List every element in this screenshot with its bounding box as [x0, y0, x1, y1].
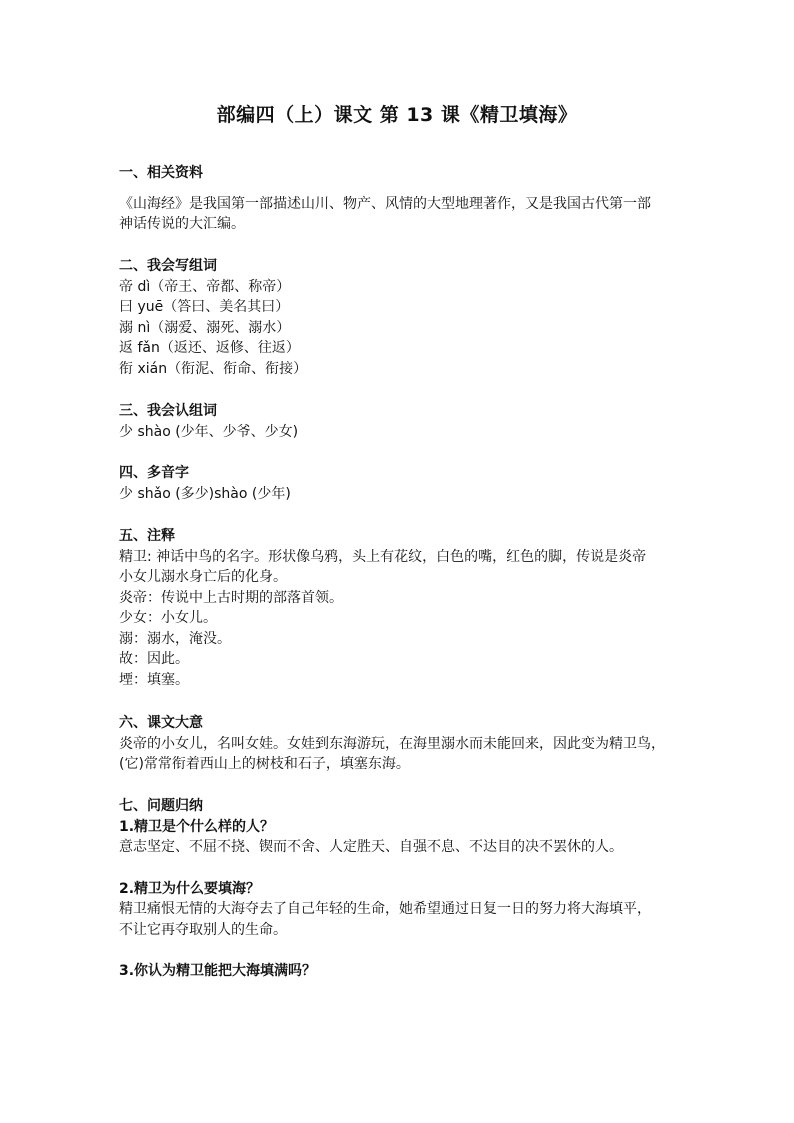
section-heading: 七、问题归纳: [119, 798, 203, 814]
text-line: 精卫: 神话中鸟的名字。形状像乌鸦，头上有花纹，白色的嘴，红色的脚，传说是炎帝: [119, 548, 647, 565]
answer-line: 意志坚定、不屈不挠、锲而不舍、人定胜天、自强不息、不达目的决不罢休的人。: [119, 839, 623, 855]
section-polyphones: [119, 463, 689, 504]
section-heading: 五、注释: [119, 528, 175, 544]
section-questions: [119, 796, 689, 982]
text-line: 帝 dì（帝王、帝都、称帝）: [119, 278, 291, 295]
section-heading: 二、我会写组词: [119, 258, 217, 274]
text-line: 少 shǎo (多少)shào (少年): [119, 485, 291, 502]
text-line: 衔 xián（衔泥、衔命、衔接）: [119, 360, 308, 377]
question: 2.精卫为什么要填海？: [119, 880, 261, 897]
text-line: (它)常常衔着西山上的树枝和石子，填塞东海。: [119, 756, 410, 772]
section-heading: 六、课文大意: [119, 715, 203, 731]
text-line: 溺：溺水，淹没。: [119, 630, 231, 647]
question: 1.精卫是个什么样的人？: [119, 818, 275, 835]
text-line: 返 fǎn（返还、返修、往返）: [119, 340, 300, 356]
text-line: 少女：小女儿。: [119, 610, 217, 626]
section-recognize-words: [119, 401, 689, 442]
answer-line: 不让它再夺取别人的生命。: [119, 921, 287, 938]
section-related-materials: [119, 163, 689, 235]
section-annotations: [119, 526, 689, 690]
section-summary: [119, 713, 689, 775]
section-heading: 四、多音字: [119, 465, 189, 481]
text-line: 堙：填塞。: [119, 671, 189, 688]
answer-line: 精卫痛恨无情的大海夺去了自己年轻的生命，她希望通过日复一日的努力将大海填平，: [119, 901, 651, 917]
text-line: 故：因此。: [119, 651, 189, 667]
text-line: 曰 yuē（答曰、美名其曰）: [119, 299, 290, 315]
section-heading: 三、我会认组词: [119, 403, 217, 419]
text-line: 溺 nì（溺爱、溺死、溺水）: [119, 319, 291, 336]
text-line: 少 shào (少年、少爷、少女): [119, 423, 299, 440]
text-line: 炎帝：传说中上古时期的部落首领。: [119, 589, 343, 606]
text-line: 小女儿溺水身亡后的化身。: [119, 569, 287, 585]
section-heading: 一、相关资料: [119, 165, 203, 181]
section-write-words: [119, 256, 689, 379]
question: 3.你认为精卫能把大海填满吗？: [119, 963, 317, 979]
text-line: 神话传说的大汇编。: [119, 216, 245, 232]
page-title: 部编四（上）课文 第 13 课《精卫填海》: [216, 104, 578, 126]
text-line: 《山海经》是我国第一部描述山川、物产、风情的大型地理著作，又是我国古代第一部: [119, 195, 651, 212]
text-line: 炎帝的小女儿，名叫女娃。女娃到东海游玩，在海里溺水而未能回来，因此变为精卫鸟，: [119, 735, 665, 752]
